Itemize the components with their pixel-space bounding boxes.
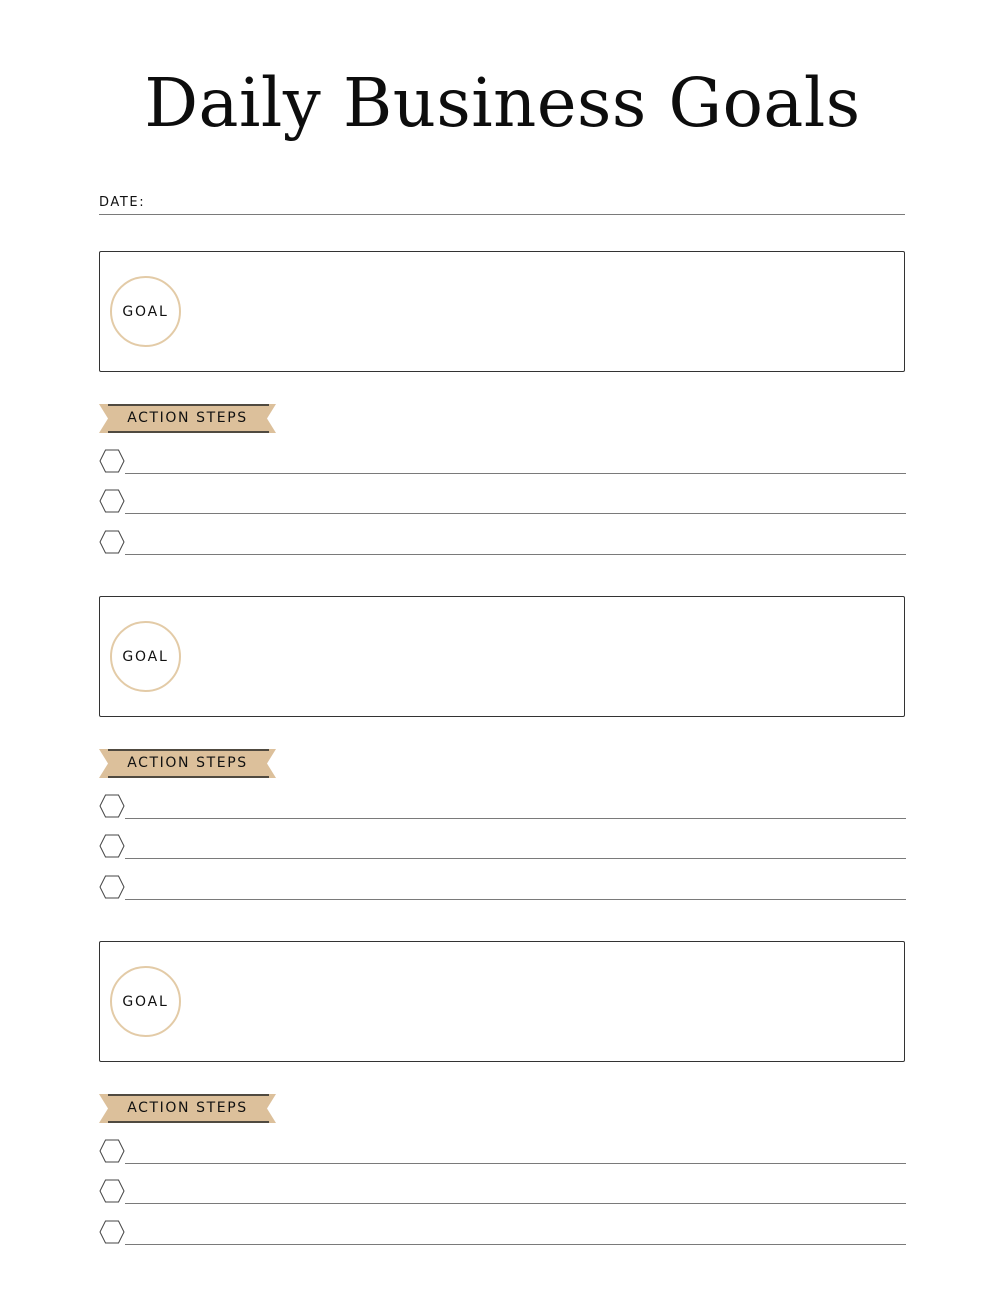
action-steps-label: ACTION STEPS bbox=[127, 410, 248, 426]
action-step-row[interactable] bbox=[99, 529, 906, 555]
date-field[interactable] bbox=[99, 195, 905, 215]
goal-box-3[interactable] bbox=[99, 941, 905, 1062]
step-line[interactable] bbox=[125, 513, 906, 514]
goal-label: GOAL bbox=[122, 304, 169, 320]
action-step-row[interactable] bbox=[99, 793, 906, 819]
hexagon-icon[interactable] bbox=[99, 1219, 125, 1245]
action-step-row[interactable] bbox=[99, 488, 906, 514]
step-line[interactable] bbox=[125, 1203, 906, 1204]
action-step-row[interactable] bbox=[99, 833, 906, 859]
action-steps-label: ACTION STEPS bbox=[127, 1100, 248, 1116]
hexagon-icon[interactable] bbox=[99, 1138, 125, 1164]
action-step-row[interactable] bbox=[99, 1178, 906, 1204]
action-steps-banner-3 bbox=[99, 1092, 276, 1125]
action-step-row[interactable] bbox=[99, 874, 906, 900]
step-line[interactable] bbox=[125, 554, 906, 555]
goal-box-2[interactable] bbox=[99, 596, 905, 717]
goal-badge bbox=[110, 276, 181, 347]
hexagon-icon[interactable] bbox=[99, 833, 125, 859]
date-label: DATE: bbox=[99, 195, 146, 210]
action-steps-label: ACTION STEPS bbox=[127, 755, 248, 771]
step-line[interactable] bbox=[125, 1163, 906, 1164]
hexagon-icon[interactable] bbox=[99, 529, 125, 555]
step-line[interactable] bbox=[125, 1244, 906, 1245]
step-line[interactable] bbox=[125, 473, 906, 474]
goal-label: GOAL bbox=[122, 994, 169, 1010]
hexagon-icon[interactable] bbox=[99, 488, 125, 514]
hexagon-icon[interactable] bbox=[99, 448, 125, 474]
goal-label: GOAL bbox=[122, 649, 169, 665]
goal-badge bbox=[110, 966, 181, 1037]
action-steps-banner-2 bbox=[99, 747, 276, 780]
page-title: Daily Business Goals bbox=[144, 64, 861, 142]
action-step-row[interactable] bbox=[99, 448, 906, 474]
hexagon-icon[interactable] bbox=[99, 874, 125, 900]
action-step-row[interactable] bbox=[99, 1138, 906, 1164]
step-line[interactable] bbox=[125, 899, 906, 900]
hexagon-icon[interactable] bbox=[99, 1178, 125, 1204]
action-steps-banner-1 bbox=[99, 402, 276, 435]
goal-badge bbox=[110, 621, 181, 692]
step-line[interactable] bbox=[125, 818, 906, 819]
goal-box-1[interactable] bbox=[99, 251, 905, 372]
hexagon-icon[interactable] bbox=[99, 793, 125, 819]
step-line[interactable] bbox=[125, 858, 906, 859]
action-step-row[interactable] bbox=[99, 1219, 906, 1245]
